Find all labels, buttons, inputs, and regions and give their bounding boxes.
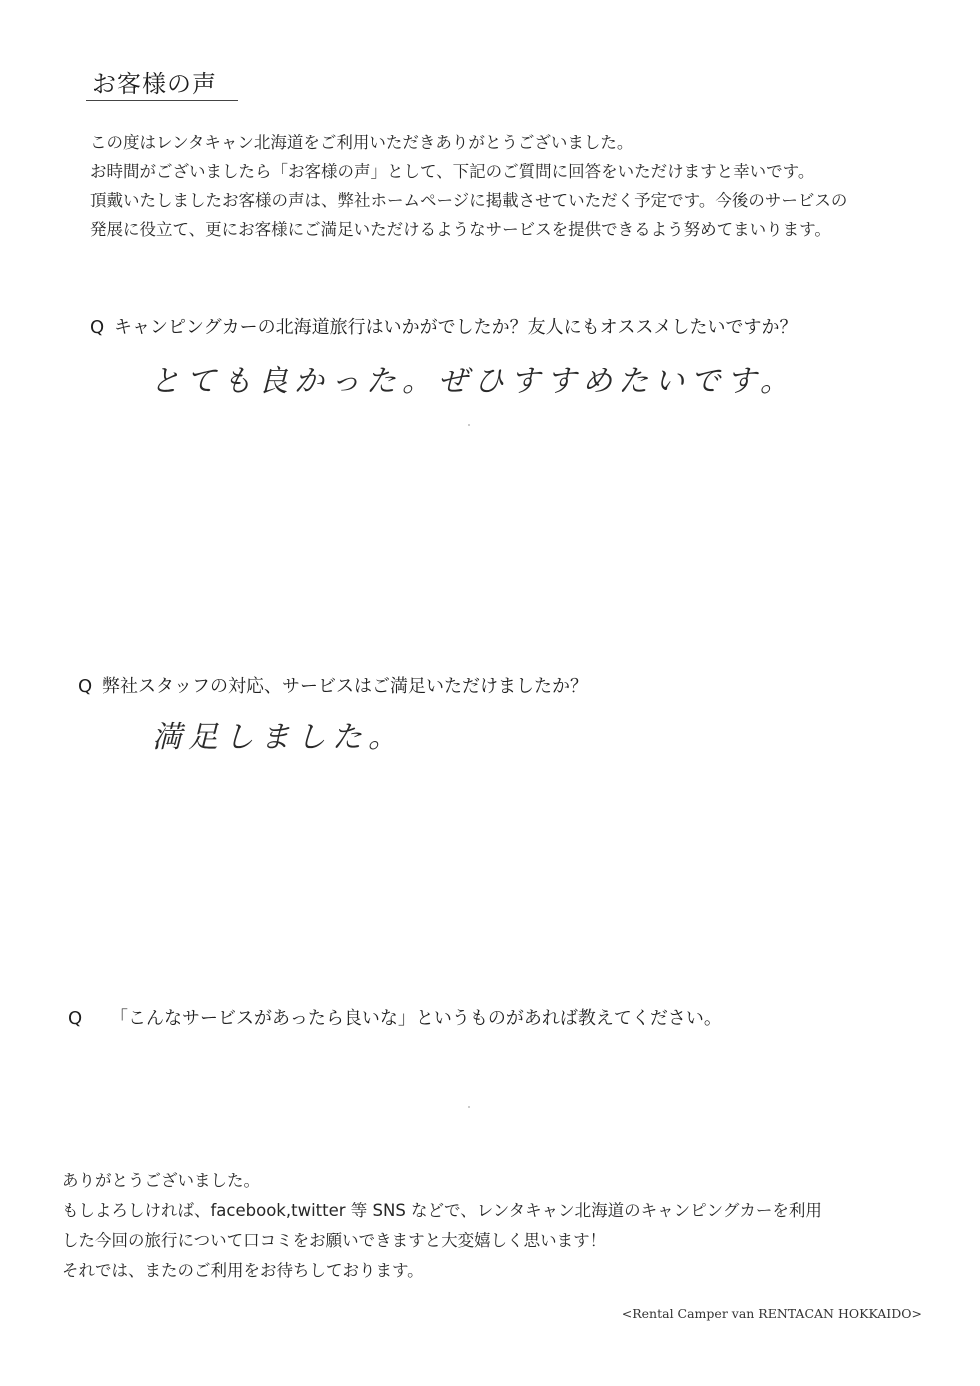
closing-line: ありがとうございました。 <box>62 1171 260 1190</box>
closing-line: した今回の旅行について口コミをお願いできますと大変嬉しく思います！ <box>62 1231 607 1250</box>
intro-line: 発展に役立て、更にお客様にご満足いただけるようなサービスを提供できるよう努めてまいります。 <box>90 220 831 239</box>
handwritten-answer-2: 満足しました。 <box>152 720 404 755</box>
scan-speck <box>468 1106 470 1108</box>
company-signature: <Rental Camper van RENTACAN HOKKAIDO> <box>621 1306 922 1321</box>
question-mark: Q <box>78 676 93 697</box>
question-1 <box>90 313 797 339</box>
scan-speck <box>468 424 470 426</box>
intro-line: 頂戴いたしましたお客様の声は、弊社ホームページに掲載させていただく予定です。今後のサービスの <box>90 191 848 210</box>
question-text: キャンピングカーの北海道旅行はいかがでしたか？友人にもオススメしたいですか？ <box>114 317 798 338</box>
page-title: お客様の声 <box>92 70 217 98</box>
closing-paragraph <box>62 1166 942 1286</box>
closing-line: もしよろしければ、facebook,twitter 等 SNS などで、レンタキャン北海道のキャンピングカーを利用 <box>62 1201 822 1220</box>
question-mark: Q <box>68 1008 83 1029</box>
question-3 <box>68 1004 722 1030</box>
intro-line: お時間がございましたら「お客様の声」として、下記のご質問に回答をいただけますと幸いです。 <box>90 162 815 181</box>
question-text: 「こんなサービスがあったら良いな」というものがあれば教えてください。 <box>110 1008 722 1029</box>
closing-line: それでは、またのご利用をお待ちしております。 <box>62 1261 424 1280</box>
handwritten-answer-1: とても良かった。ぜひすすめたいです。 <box>150 364 796 399</box>
question-mark: Q <box>90 317 105 338</box>
question-text: 弊社スタッフの対応、サービスはご満足いただけましたか？ <box>102 676 588 697</box>
intro-line: この度はレンタキャン北海道をご利用いただきありがとうございました。 <box>90 133 634 152</box>
intro-paragraph <box>90 128 950 244</box>
title-underline <box>86 100 238 101</box>
question-2 <box>78 672 588 698</box>
